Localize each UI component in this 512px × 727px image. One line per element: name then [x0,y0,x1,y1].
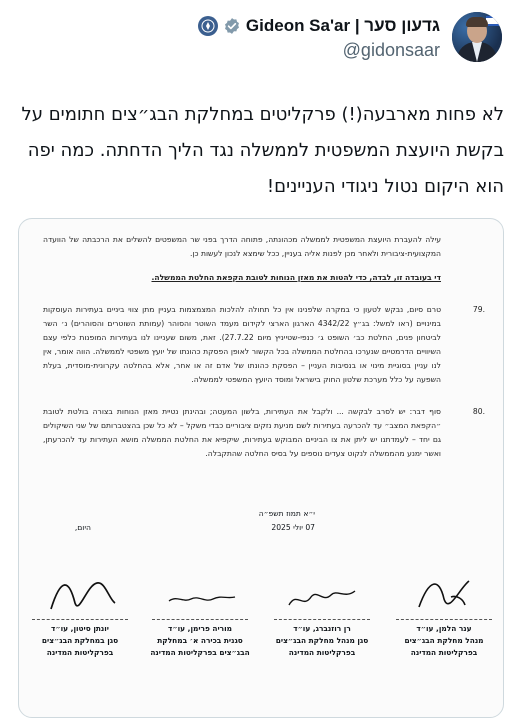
signatory-name: רן רוזנברג, עו״ד [293,624,351,633]
government-seal-icon [198,16,218,36]
signatory-title: מנהל מחלקת הבג״צים בפרקליטות המדינה [404,636,484,657]
tweet-header [0,8,512,64]
document-bold-line: די בעובדה זו, לבדה, כדי להטות את מאזן הנוחות לטובת הקפאת החלטת הממשלה. [151,273,441,282]
signature-block [25,569,135,699]
document-dates [18,509,503,549]
attached-document-image[interactable] [18,218,504,718]
signatory-name: מוריה פרימן, עו״ד [168,624,232,633]
signatures [19,569,504,699]
signatory-title: סגן מנהל מחלקת הבג״צים בפרקליטות המדינה [275,636,369,657]
signature-block [267,569,377,699]
signatory-title: סגנית בכירה א׳ במחלקת הבג״צים בפרקליטות המדינה [150,636,250,657]
author-handle[interactable]: @gidonsaar [342,40,440,60]
document-paragraph [43,405,485,461]
date-gregorian: 07 יולי 2025 [271,523,315,532]
signature-block [389,569,499,699]
paragraph-number: .80 [472,407,485,416]
today-label: היום, [74,523,91,532]
paragraph-text: סוף דבר: יש לסרב לבקשה ... ולקבל את העתירות, בלשון המעטה; ובהינתן נטיית מאזן הנוחות בצורה בולטת לטובת ״הקפאת המצב״ עד להכרעה בעתירות לשם מניעת נזקים ציבוריים כבדי משקל – לא כל שכן בהצטברותם של שני השיקולים גם יחד – לעמדתנו יש ליתן את צו הביניים המבוקש בעתירות, שיקפיא את החלטת הממשלה מושא העתירות עד להכרעתן, ואשר ימנע מהממשלה לנקוט צעדים נוספים על בסיס החלטה שהתקבלה. [43,407,441,458]
document-paragraph [43,303,485,387]
author-name-row[interactable] [198,16,440,36]
avatar[interactable] [452,12,502,62]
signatory-name: יונתן סיטון, עו״ד [51,624,109,633]
signatory-name: ענר הלמן, עו״ד [416,624,472,633]
signature-scribble [35,569,125,619]
paragraph-text: טרם סיום, נבקש לטעון כי במקרה שלפנינו אין כל תחולה להלכות המצמצמות בעניין מתן צווי ביניים בעתירות העוסקות במינויים (ראו למשל: בג״ץ 4342/22 הארגון הארצי לקידום מעמד השוטר והסוהר (עמותת השוטרים והסוהרים) נ׳ השר לביטחון פנים, החלטת כב׳ השופט ג׳ כנפי-שטייניץ מיום 27.7.22). זאת, משום שעניינו לנו בעתירות המופנות כלפי עצם השיוויים הדרמטיים שנערכו בהחלטת הממשלה בכל הקשור לאופן הפסקת כהונתו של יועץ משפטי לממשלה. הווה אומר, אין לנו עניין בסוגיית מינוי או בנסיבות העניין – הפסקת כהונתו של אדם זה או אחר, אלא בהחלטה עקרונית-מוסדית, בעלת השפעה על כלל מערכת שלטון החוק בישראל ומוסד היועץ המשפטי לממשלה. [43,305,441,384]
paragraph-number: .79 [472,305,485,314]
verified-badge-icon [223,17,241,35]
author-display-name[interactable]: Gideon Sa'ar | גדעון סער [245,16,440,35]
signature-scribble [399,569,489,619]
signature-scribble [155,569,245,619]
signatory-title: סגן במחלקת הבג״צים בפרקליטות המדינה [41,636,119,657]
signature-block [145,569,255,699]
date-hebrew: י״א תמוז תשפ״ה [258,509,315,518]
signature-scribble [277,569,367,619]
flag-icon [486,16,500,26]
document-intro: עילה להעברת היועצת המשפטית לממשלה מכהונתה, פתוחה הדרך בפני שר המשפטים להשלים את הרכבתה של הוועדה המקצועית-ציבורית ולאחר מכן לפנות אליה בעניין, ככל שימצא לנכון לעשות כן. [43,235,441,258]
tweet-text: לא פחות מארבעה(!) פרקליטים במחלקת הבג״צים חתומים על בקשת היועצת המשפטית לממשלה נגד הליך הדחתה. כמה יפה הוא היקום נטול ניגודי העניינים! [21,104,504,197]
